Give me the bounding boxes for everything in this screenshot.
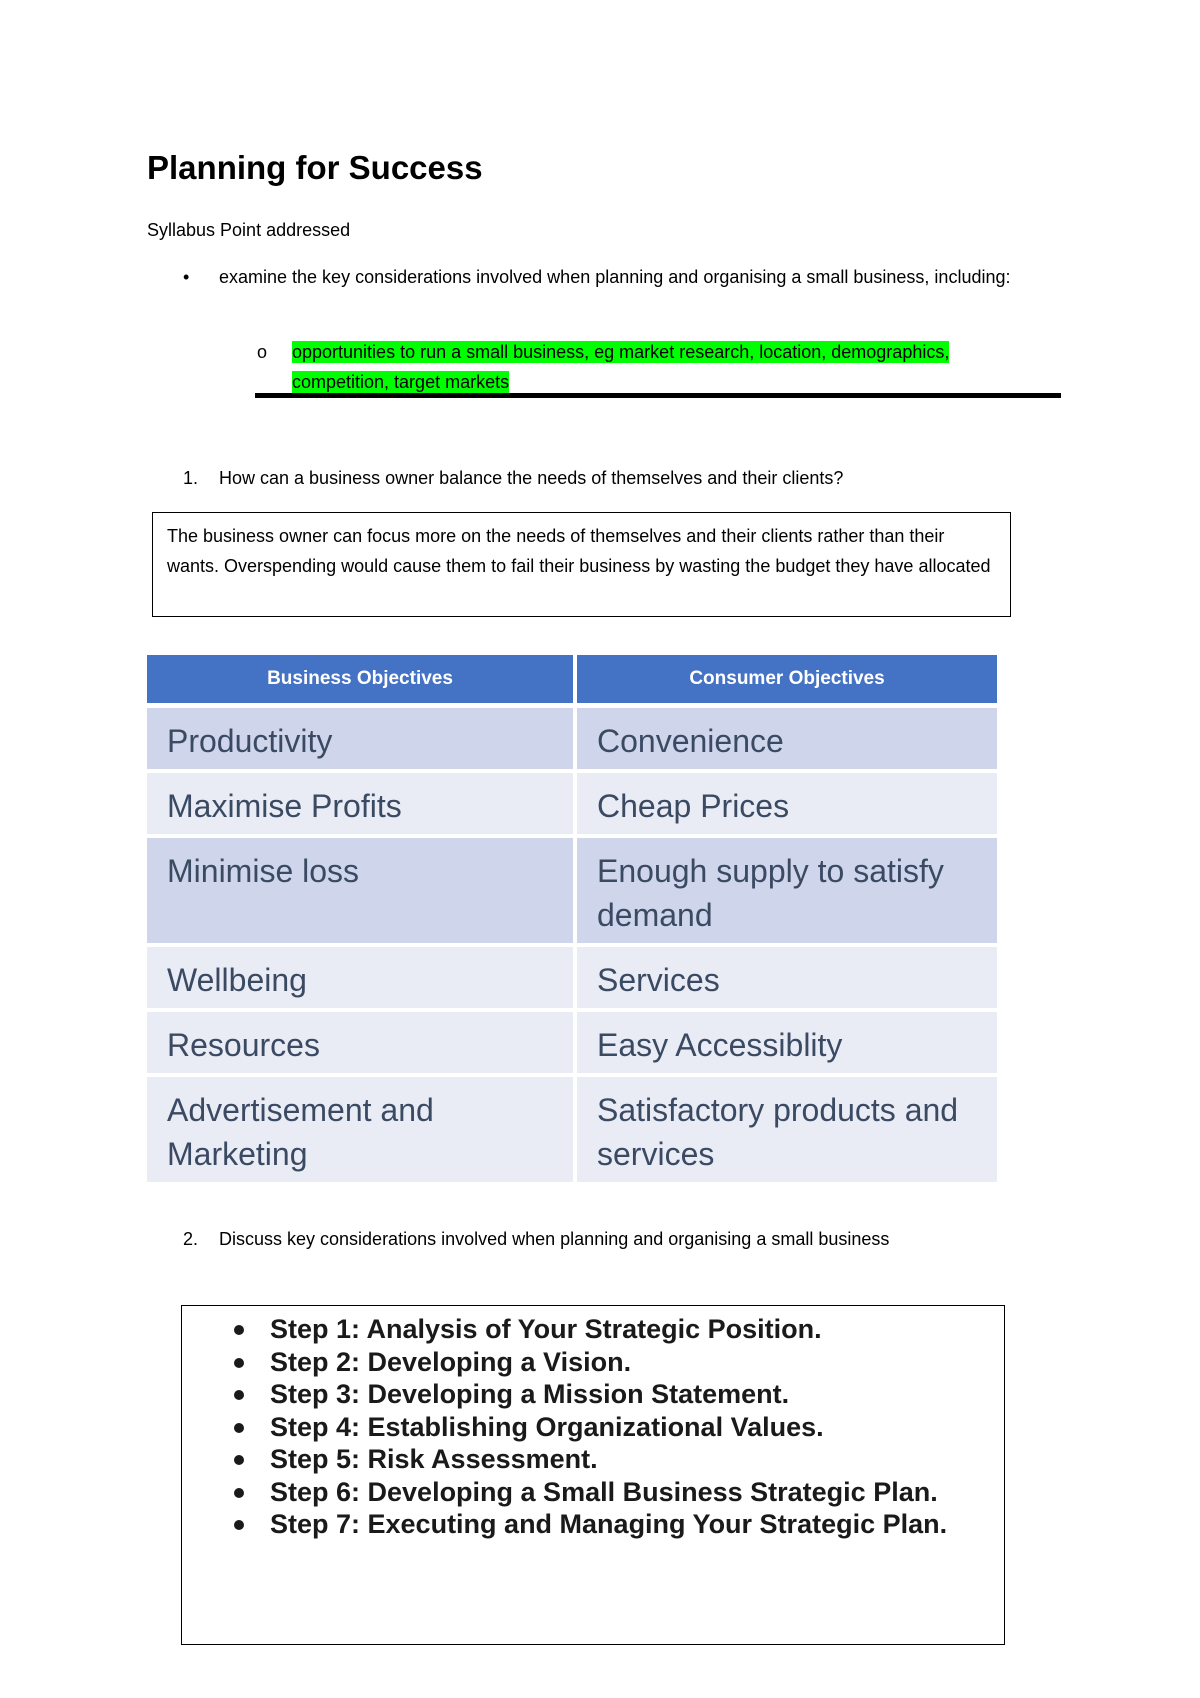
objectives-table-header xyxy=(147,655,997,703)
table-row xyxy=(147,1077,997,1182)
page-title: Planning for Success xyxy=(147,149,483,186)
consumer-objective-cell: Enough supply to satisfy demand xyxy=(577,838,997,943)
question-2-text: Discuss key considerations involved when planning and organising a small business xyxy=(219,1229,890,1249)
consumer-objective-cell: Convenience xyxy=(577,708,997,769)
business-objective-cell: Productivity xyxy=(147,708,573,769)
business-objective-cell: Resources xyxy=(147,1012,573,1073)
list-item: Step 4: Establishing Organizational Values. xyxy=(234,1411,1004,1444)
highlighted-text-line-2: competition, target markets xyxy=(292,372,510,392)
question-2-number: 2. xyxy=(183,1229,199,1249)
header-business-objectives: Business Objectives xyxy=(147,655,573,703)
table-row xyxy=(147,838,997,943)
sub-bullet-text xyxy=(292,337,1062,397)
consumer-objective-cell: Cheap Prices xyxy=(577,773,997,834)
table-row xyxy=(147,708,997,769)
list-item: Step 1: Analysis of Your Strategic Position. xyxy=(234,1313,1004,1346)
business-objective-cell: Advertisement and Marketing xyxy=(147,1077,573,1182)
highlighted-text-line-1: opportunities to run a small business, eg market research, location, demographics, xyxy=(292,342,950,362)
question-1-text: How can a business owner balance the needs of themselves and their clients? xyxy=(219,468,844,488)
question-2-answer-box xyxy=(181,1305,1005,1645)
list-item: Step 2: Developing a Vision. xyxy=(234,1346,1004,1379)
table-row xyxy=(147,773,997,834)
business-objective-cell: Maximise Profits xyxy=(147,773,573,834)
table-row xyxy=(147,1012,997,1073)
list-item: Step 5: Risk Assessment. xyxy=(234,1443,1004,1476)
list-item: Step 3: Developing a Mission Statement. xyxy=(234,1378,1004,1411)
objectives-table xyxy=(147,655,997,1186)
business-objective-cell: Minimise loss xyxy=(147,838,573,943)
question-1-answer-box: The business owner can focus more on the needs of themselves and their clients rather than their wants. Overspending would cause them to fail their business by wasting the budget they have allocated xyxy=(152,512,1011,617)
sub-bullet-marker: o xyxy=(257,342,268,362)
consumer-objective-cell: Services xyxy=(577,947,997,1008)
list-item: Step 7: Executing and Managing Your Strategic Plan. xyxy=(234,1508,1004,1541)
consumer-objective-cell: Satisfactory products and services xyxy=(577,1077,997,1182)
business-objective-cell: Wellbeing xyxy=(147,947,573,1008)
table-row xyxy=(147,947,997,1008)
bullet-marker: • xyxy=(183,267,190,287)
steps-list xyxy=(182,1313,1004,1541)
list-item: Step 6: Developing a Small Business Strategic Plan. xyxy=(234,1476,1004,1509)
consumer-objective-cell: Easy Accessiblity xyxy=(577,1012,997,1073)
syllabus-label: Syllabus Point addressed xyxy=(147,220,351,240)
horizontal-rule xyxy=(255,393,1061,398)
syllabus-bullet-text: examine the key considerations involved when planning and organising a small business, including: xyxy=(219,267,1011,287)
question-1-number: 1. xyxy=(183,468,199,488)
header-consumer-objectives: Consumer Objectives xyxy=(577,655,997,703)
